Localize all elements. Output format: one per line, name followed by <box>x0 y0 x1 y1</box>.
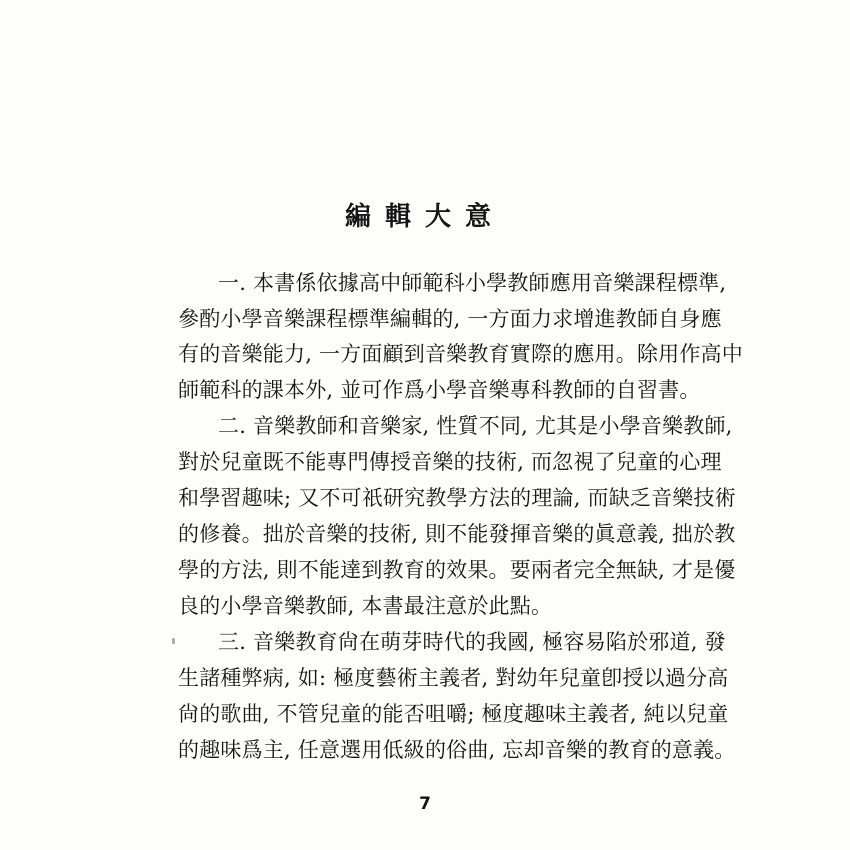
paragraph-1-line-4: 師範科的課本外, 並可作爲小學音樂專科教師的自習書。 <box>178 378 701 402</box>
paragraph-3-line-3: 尙的歌曲, 不管兒童的能否咀嚼; 極度趣味主義者, 純以兒童 <box>178 702 729 726</box>
paragraph-2-line-1: 二. 音樂教師和音樂家, 性質不同, 尤其是小學音樂教師, <box>218 414 733 438</box>
paragraph-3-line-4: 的趣味爲主, 任意選用低級的俗曲, 忘却音樂的教育的意義。 <box>178 738 736 762</box>
paragraph-2-line-5: 學的方法, 則不能達到教育的效果。要兩者完全無缺, 才是優 <box>178 558 736 582</box>
paragraph-2-line-6: 良的小學音樂教師, 本書最注意於此點。 <box>178 594 553 618</box>
page-title: 編輯大意 <box>344 202 505 232</box>
page-number: 7 <box>419 794 431 814</box>
paragraph-3-line-1: 三. 音樂教育尙在萌芽時代的我國, 極容易陷於邪道, 發 <box>218 630 726 654</box>
scan-speck <box>172 638 175 644</box>
paragraph-1-line-2: 參酌小學音樂課程標準編輯的, 一方面力求增進教師自身應 <box>178 307 722 331</box>
paragraph-2-line-2: 對於兒童既不能專門傳授音樂的技術, 而忽視了兒童的心理 <box>178 450 722 474</box>
paragraph-2-line-4: 的修養。拙於音樂的技術, 則不能發揮音樂的眞意義, 拙於教 <box>178 522 736 546</box>
paragraph-1-line-1: 一. 本書係依據高中師範科小學教師應用音樂課程標準, <box>218 271 727 295</box>
paragraph-3-line-2: 生諸種弊病, 如: 極度藝術主義者, 對幼年兒童卽授以過分高 <box>178 666 729 690</box>
paragraph-1-line-3: 有的音樂能力, 一方面顧到音樂教育實際的應用。除用作高中 <box>178 342 743 366</box>
paragraph-2-line-3: 和學習趣味; 又不可祇研究教學方法的理論, 而缺乏音樂技術 <box>178 486 736 510</box>
